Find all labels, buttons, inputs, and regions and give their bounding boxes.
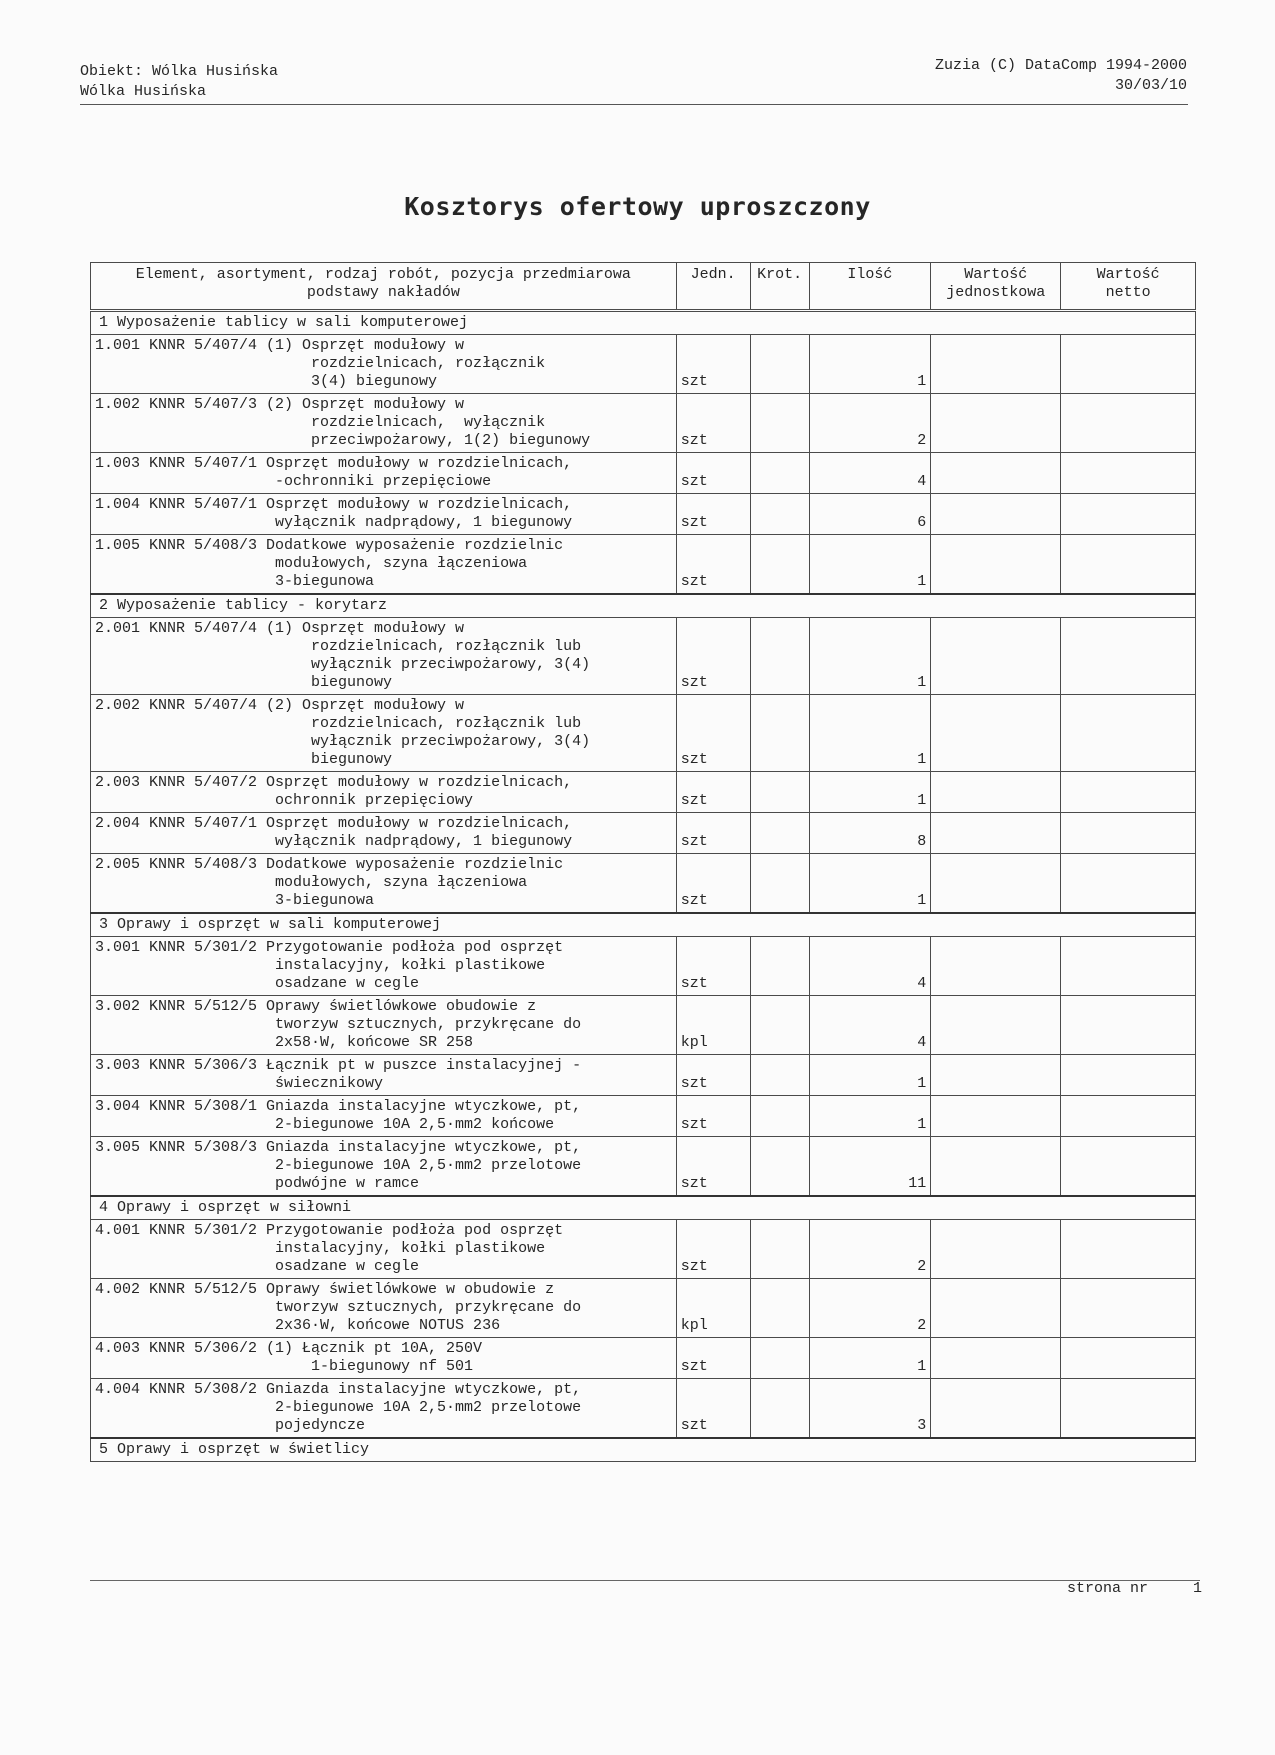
section-title: 4 Oprawy i osprzęt w siłowni xyxy=(91,1196,1196,1220)
multiplier-cell xyxy=(750,996,809,1055)
position-description: 2.002 KNNR 5/407/4 (2) Osprzęt modułowy w rozdzielnicach, rozłącznik lub wyłącznik przeciwpożarowy, 3(4) biegunowy xyxy=(91,695,677,772)
position-description: 3.004 KNNR 5/308/1 Gniazda instalacyjne wtyczkowe, pt, 2-biegunowe 10A 2,5·mm2 końcowe xyxy=(91,1096,677,1137)
document-date: 30/03/10 xyxy=(1114,77,1187,94)
unit-cell: kpl xyxy=(676,996,750,1055)
table-row xyxy=(91,1220,1196,1279)
multiplier-cell xyxy=(750,618,809,695)
unit-value-cell xyxy=(931,394,1061,453)
net-value-cell xyxy=(1061,618,1196,695)
quantity-cell: 1 xyxy=(809,772,931,813)
unit-cell: szt xyxy=(676,1338,750,1379)
quantity-cell: 1 xyxy=(809,535,931,595)
quantity-cell: 3 xyxy=(809,1379,931,1439)
column-header-description: Element, asortyment, rodzaj robót, pozycja przedmiarowa podstawy nakładów xyxy=(91,263,677,311)
unit-cell: szt xyxy=(676,1220,750,1279)
unit-cell: szt xyxy=(676,535,750,595)
net-value-cell xyxy=(1061,937,1196,996)
multiplier-cell xyxy=(750,453,809,494)
position-description: 4.003 KNNR 5/306/2 (1) Łącznik pt 10A, 250V 1-biegunowy nf 501 xyxy=(91,1338,677,1379)
table-row xyxy=(91,1137,1196,1197)
multiplier-cell xyxy=(750,535,809,595)
quantity-cell: 4 xyxy=(809,453,931,494)
net-value-cell xyxy=(1061,535,1196,595)
position-description: 4.002 KNNR 5/512/5 Oprawy świetlówkowe w obudowie z tworzyw sztucznych, przykręcane do 2x36·W, końcowe NOTUS 236 xyxy=(91,1279,677,1338)
position-description: 1.005 KNNR 5/408/3 Dodatkowe wyposażenie rozdzielnic modułowych, szyna łączeniowa 3-biegunowa xyxy=(91,535,677,595)
section-row xyxy=(91,1438,1196,1462)
unit-value-cell xyxy=(931,535,1061,595)
multiplier-cell xyxy=(750,494,809,535)
unit-value-cell xyxy=(931,1096,1061,1137)
table-body xyxy=(91,311,1196,1462)
unit-cell: szt xyxy=(676,695,750,772)
position-description: 1.002 KNNR 5/407/3 (2) Osprzęt modułowy w rozdzielnicach, wyłącznik przeciwpożarowy, 1(2) biegunowy xyxy=(91,394,677,453)
net-value-cell xyxy=(1061,772,1196,813)
estimate-table xyxy=(90,262,1196,1462)
unit-cell: szt xyxy=(676,335,750,394)
quantity-cell: 4 xyxy=(809,996,931,1055)
net-value-cell xyxy=(1061,1220,1196,1279)
unit-cell: szt xyxy=(676,453,750,494)
net-value-cell xyxy=(1061,335,1196,394)
column-header-unit: Jedn. xyxy=(676,263,750,311)
net-value-cell xyxy=(1061,494,1196,535)
column-header-net-value: Wartość netto xyxy=(1061,263,1196,311)
net-value-cell xyxy=(1061,695,1196,772)
footer-divider xyxy=(90,1580,1200,1581)
header-divider xyxy=(80,104,1188,105)
net-value-cell xyxy=(1061,813,1196,854)
section-title: 3 Oprawy i osprzęt w sali komputerowej xyxy=(91,913,1196,937)
quantity-cell: 8 xyxy=(809,813,931,854)
table-row xyxy=(91,1338,1196,1379)
unit-value-cell xyxy=(931,1137,1061,1197)
unit-value-cell xyxy=(931,996,1061,1055)
quantity-cell: 1 xyxy=(809,854,931,914)
unit-cell: szt xyxy=(676,618,750,695)
multiplier-cell xyxy=(750,1338,809,1379)
software-credit: Zuzia (C) DataComp 1994-2000 xyxy=(934,57,1187,74)
unit-value-cell xyxy=(931,772,1061,813)
quantity-cell: 1 xyxy=(809,618,931,695)
unit-cell: szt xyxy=(676,813,750,854)
quantity-cell: 1 xyxy=(809,695,931,772)
position-description: 3.001 KNNR 5/301/2 Przygotowanie podłoża pod osprzęt instalacyjny, kołki plastikowe osadzane w cegle xyxy=(91,937,677,996)
unit-value-cell xyxy=(931,335,1061,394)
net-value-cell xyxy=(1061,1338,1196,1379)
position-description: 2.004 KNNR 5/407/1 Osprzęt modułowy w rozdzielnicach, wyłącznik nadprądowy, 1 biegunowy xyxy=(91,813,677,854)
multiplier-cell xyxy=(750,394,809,453)
multiplier-cell xyxy=(750,335,809,394)
table-row xyxy=(91,394,1196,453)
section-row xyxy=(91,913,1196,937)
table-row xyxy=(91,937,1196,996)
quantity-cell: 11 xyxy=(809,1137,931,1197)
quantity-cell: 4 xyxy=(809,937,931,996)
unit-cell: kpl xyxy=(676,1279,750,1338)
unit-value-cell xyxy=(931,494,1061,535)
position-description: 2.001 KNNR 5/407/4 (1) Osprzęt modułowy w rozdzielnicach, rozłącznik lub wyłącznik przeciwpożarowy, 3(4) biegunowy xyxy=(91,618,677,695)
table-row xyxy=(91,996,1196,1055)
table-row xyxy=(91,453,1196,494)
table-row xyxy=(91,854,1196,914)
multiplier-cell xyxy=(750,695,809,772)
table-row xyxy=(91,695,1196,772)
position-description: 3.002 KNNR 5/512/5 Oprawy świetlówkowe obudowie z tworzyw sztucznych, przykręcane do 2x58·W, końcowe SR 258 xyxy=(91,996,677,1055)
table-row xyxy=(91,772,1196,813)
unit-value-cell xyxy=(931,854,1061,914)
position-description: 2.003 KNNR 5/407/2 Osprzęt modułowy w rozdzielnicach, ochronnik przepięciowy xyxy=(91,772,677,813)
page-label: strona nr xyxy=(1066,1580,1148,1597)
multiplier-cell xyxy=(750,1096,809,1137)
quantity-cell: 6 xyxy=(809,494,931,535)
quantity-cell: 2 xyxy=(809,1220,931,1279)
table-row xyxy=(91,535,1196,595)
net-value-cell xyxy=(1061,1379,1196,1439)
unit-value-cell xyxy=(931,1338,1061,1379)
unit-cell: szt xyxy=(676,772,750,813)
unit-value-cell xyxy=(931,1279,1061,1338)
section-title: 1 Wyposażenie tablicy w sali komputerowej xyxy=(91,311,1196,335)
position-description: 3.003 KNNR 5/306/3 Łącznik pt w puszce instalacyjnej - świecznikowy xyxy=(91,1055,677,1096)
multiplier-cell xyxy=(750,1279,809,1338)
table-row xyxy=(91,335,1196,394)
position-description: 1.003 KNNR 5/407/1 Osprzęt modułowy w rozdzielnicach, -ochronniki przepięciowe xyxy=(91,453,677,494)
section-row xyxy=(91,1196,1196,1220)
column-header-multiplier: Krot. xyxy=(750,263,809,311)
multiplier-cell xyxy=(750,1055,809,1096)
unit-cell: szt xyxy=(676,1137,750,1197)
quantity-cell: 1 xyxy=(809,1055,931,1096)
multiplier-cell xyxy=(750,937,809,996)
net-value-cell xyxy=(1061,1279,1196,1338)
multiplier-cell xyxy=(750,772,809,813)
header-location-line: Wólka Husińska xyxy=(80,83,207,100)
table-row xyxy=(91,1096,1196,1137)
unit-value-cell xyxy=(931,1055,1061,1096)
quantity-cell: 2 xyxy=(809,1279,931,1338)
multiplier-cell xyxy=(750,1220,809,1279)
document-title: Kosztorys ofertowy uproszczony xyxy=(404,192,871,221)
net-value-cell xyxy=(1061,453,1196,494)
multiplier-cell xyxy=(750,1379,809,1439)
position-description: 3.005 KNNR 5/308/3 Gniazda instalacyjne wtyczkowe, pt, 2-biegunowe 10A 2,5·mm2 przelotowe podwójne w ramce xyxy=(91,1137,677,1197)
quantity-cell: 1 xyxy=(809,1338,931,1379)
net-value-cell xyxy=(1061,1137,1196,1197)
table-row xyxy=(91,813,1196,854)
unit-cell: szt xyxy=(676,1096,750,1137)
unit-value-cell xyxy=(931,937,1061,996)
unit-cell: szt xyxy=(676,494,750,535)
page-number: 1 xyxy=(1192,1580,1202,1597)
position-description: 2.005 KNNR 5/408/3 Dodatkowe wyposażenie rozdzielnic modułowych, szyna łączeniowa 3-biegunowa xyxy=(91,854,677,914)
unit-cell: szt xyxy=(676,937,750,996)
section-title: 2 Wyposażenie tablicy - korytarz xyxy=(91,594,1196,618)
unit-value-cell xyxy=(931,618,1061,695)
page-footer xyxy=(1067,1580,1202,1597)
unit-value-cell xyxy=(931,695,1061,772)
multiplier-cell xyxy=(750,854,809,914)
column-header-unit-value: Wartość jednostkowa xyxy=(931,263,1061,311)
table-header-row xyxy=(91,263,1196,311)
column-header-quantity: Ilość xyxy=(809,263,931,311)
unit-cell: szt xyxy=(676,1379,750,1439)
header-object-line: Obiekt: Wólka Husińska xyxy=(80,63,279,80)
table-row xyxy=(91,618,1196,695)
header-right xyxy=(935,56,1187,96)
unit-value-cell xyxy=(931,813,1061,854)
header-left xyxy=(80,62,278,102)
position-description: 4.001 KNNR 5/301/2 Przygotowanie podłoża pod osprzęt instalacyjny, kołki plastikowe osadzane w cegle xyxy=(91,1220,677,1279)
section-title: 5 Oprawy i osprzęt w świetlicy xyxy=(91,1438,1196,1462)
unit-value-cell xyxy=(931,1379,1061,1439)
section-row xyxy=(91,311,1196,335)
unit-value-cell xyxy=(931,453,1061,494)
table-row xyxy=(91,1055,1196,1096)
table-row xyxy=(91,1279,1196,1338)
net-value-cell xyxy=(1061,854,1196,914)
net-value-cell xyxy=(1061,996,1196,1055)
unit-cell: szt xyxy=(676,394,750,453)
position-description: 1.001 KNNR 5/407/4 (1) Osprzęt modułowy w rozdzielnicach, rozłącznik 3(4) biegunowy xyxy=(91,335,677,394)
table-row xyxy=(91,494,1196,535)
position-description: 4.004 KNNR 5/308/2 Gniazda instalacyjne wtyczkowe, pt, 2-biegunowe 10A 2,5·mm2 przelotowe pojedyncze xyxy=(91,1379,677,1439)
net-value-cell xyxy=(1061,1096,1196,1137)
section-row xyxy=(91,594,1196,618)
multiplier-cell xyxy=(750,813,809,854)
unit-cell: szt xyxy=(676,1055,750,1096)
quantity-cell: 1 xyxy=(809,1096,931,1137)
multiplier-cell xyxy=(750,1137,809,1197)
net-value-cell xyxy=(1061,394,1196,453)
unit-cell: szt xyxy=(676,854,750,914)
net-value-cell xyxy=(1061,1055,1196,1096)
unit-value-cell xyxy=(931,1220,1061,1279)
quantity-cell: 1 xyxy=(809,335,931,394)
position-description: 1.004 KNNR 5/407/1 Osprzęt modułowy w rozdzielnicach, wyłącznik nadprądowy, 1 biegunowy xyxy=(91,494,677,535)
table-row xyxy=(91,1379,1196,1439)
quantity-cell: 2 xyxy=(809,394,931,453)
